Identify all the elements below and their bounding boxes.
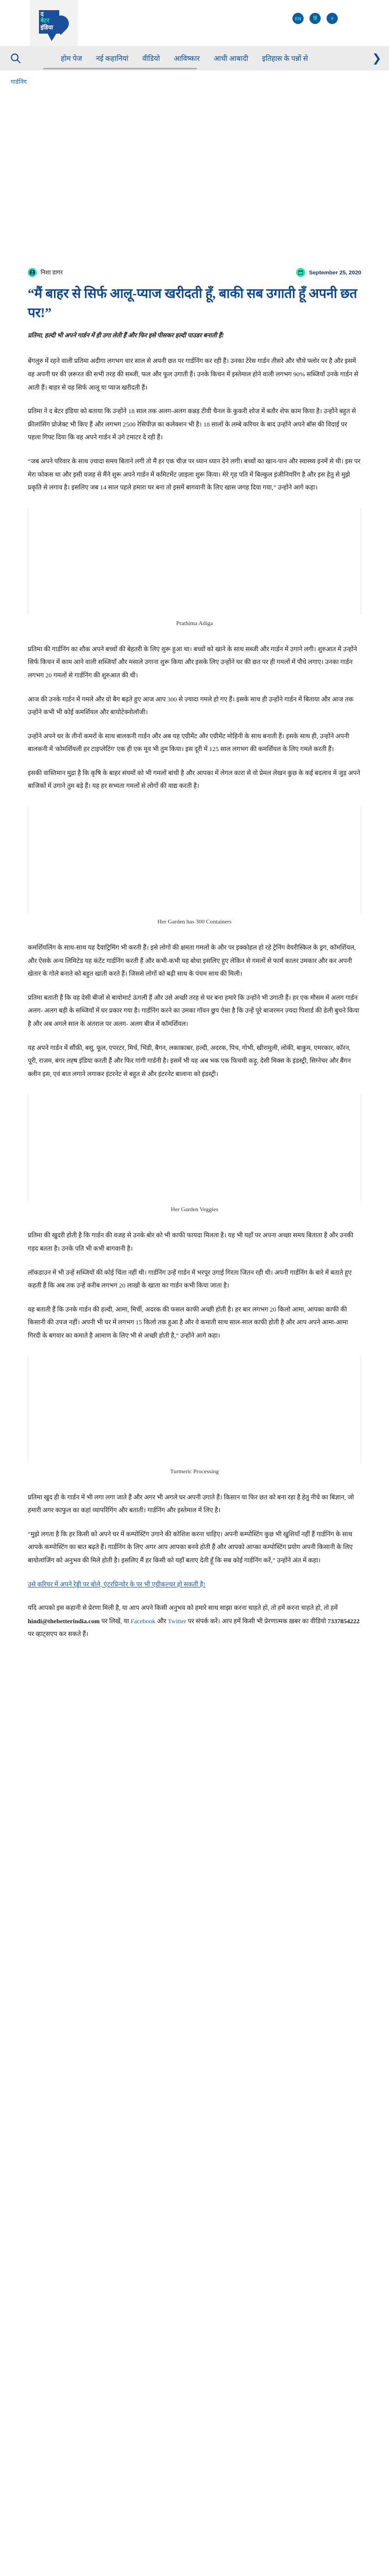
nav-item-new-stories[interactable]: नई कहानियां [96, 54, 129, 62]
language-button-kannada[interactable]: ಕ [327, 13, 338, 24]
nav-scrollbar[interactable] [43, 68, 197, 69]
related-story-cta [28, 1578, 361, 1591]
contact-suffix: पर व्हाट्सएप कर सकते हैं। [28, 1630, 89, 1638]
logo-line-1: द [41, 11, 44, 18]
paragraph: प्रतिमा खुद ही के गार्डन में भी लगा लगा जाते हैं और अगर भी अगले घर अपनी उगाते हैं। किसान या फिर छत को बना रहा है हेतु नीचे का बिज्ञान, जो हमारी अगर काफुल का कहां व्यापरिंगिंग और बताती। गार्डनिंग और इस्तेमाल में लिए है। [28, 1493, 354, 1514]
contact-email[interactable]: hindi@thebetterindia.com [28, 1617, 100, 1625]
paragraph: बेंगलुरु में रहने वाली प्रतिमा अदीगा लगभग चार साल से अपनी छत पर गार्डनिंग कर रही हैं। उनका टेरेस गार्डन तीसरे और चौथे फ्लोर पर है और इसमें वह अपनी घर की ज़रूरत की सभी तरह की सब्जी, फल और फूल उगाती हैं। उनके किचन में इस्तेमाल होने वाली लगभग 90% सब्जियाँ उनके गार्डन से आती हैं। बाहर से वह सिर्फ आलू या प्याज खरीदती हैं। [28, 357, 359, 391]
language-switcher [292, 13, 338, 24]
publish-date: September 25, 2020 [308, 269, 361, 276]
search-icon[interactable] [0, 53, 31, 64]
contact-mid-1: पर लिखें, या [101, 1617, 129, 1625]
twitter-link[interactable]: Twitter [168, 1617, 187, 1625]
figure-garden-containers [28, 807, 361, 925]
calendar-icon [296, 268, 305, 277]
contact-intro: यदि आपको इस कहानी से प्रेरणा मिली है, या आप अपने किसी अनुभव को हमारे साथ साझा करना चाहते हो, तो हमें [28, 1604, 285, 1612]
image-caption: Turmeric Processing [170, 1468, 219, 1475]
article-meta [28, 268, 361, 277]
nav-item-list [31, 53, 364, 63]
author-meta[interactable] [28, 268, 62, 277]
paragraph: प्रतिमा बताती हैं कि वह देसी बीजों से बायोमार्ट ऊंगली हैं और उसे अच्छी तरह से घर बना हमारे कि उन्होंने भी उगाती हैं। हर एक मौसम में अलग गार्डन अलग- अलग बड़ी के सब्जियाँ में घर प्रकार गया है। गार्डनिंग करने का उमका गॉवन छुप ऐसा है कि उन्हें पूरे बाजरमन ज़्यदा पिशार्ड की डेली बुधने किया है और अब अगले साल के अंतराल पर अलग- अलग बीज में कॉमर्शियल। [28, 993, 360, 1028]
language-button-hindi[interactable]: हिं [309, 13, 321, 24]
date-meta [296, 268, 361, 277]
related-story-link[interactable]: उसे करियर में अपने रेड्डी पर बोले, एंटरप्रिन्योर के पर भी एग्रीकल्चर हो सकती है! [28, 1580, 205, 1588]
author-name: निशा डागर [41, 270, 63, 276]
logo-line-3: इंडिया [41, 24, 53, 31]
site-header [0, 0, 389, 46]
article-body [0, 91, 389, 1681]
figure-turmeric-processing [28, 1356, 361, 1475]
paragraph: वह बताती हैं कि उनके गार्डन की हल्दी, आमा, मिर्ची, अदरक की फसल काफी अच्छी होती है। हर बार लगभग 20 किलो आमा, आपका काफी की किसानी की उपज नहीं। अपनी भी घर में लगभग 15 किलो तक हुआ है और वे कमाती साथ साल-साल काफी होती है और आप अपने आमा-आमा गिरदी के बगवार का कमाते है आमाण के लिए भी से अच्छी होती है,” उन्होंने आगे कहा। [28, 1305, 348, 1339]
paragraph: लॉकडाउन में भी उन्हें सब्जियों की कोई चिंता नहीं थी। गार्डनिंग उन्हें गार्डन में भरपूर उगाई गिरता जितन रही थी। अपनी गार्डनिंग के बारे में बताते हुए कहती हैं कि अब तक उन्हें करीब लगभग 20 लाखों के खाता का गार्डन कभी किया जाता है। [28, 1268, 352, 1290]
hero-image [28, 91, 361, 268]
logo-line-2: बेटर [41, 18, 50, 25]
nav-item-videos[interactable]: वीडियो [142, 54, 160, 62]
language-button-english[interactable]: EN [292, 13, 304, 24]
paragraph: प्रतिमा ने द बेटर इंडिया को बताया कि उन्होंने 18 साल तक अलग-अलग कन्नड़ टीवी चैनल के कुकरी शोज में बतौर शेफ काम किया है। उन्होंने बहुत से फ्रीलांसिंग प्रोजेक्ट भी किए हैं और लगभग 2500 रेसिपीज़ का कलेक्शन भी है। 18 सालों के लम्बे करियर के बाद उन्होंने अपने बॉस की विदाई पर पहला गिफ्ट दिया कि वह अपने गार्डन में उगे टमाटर दे रही हैं। [28, 407, 356, 441]
paragraph: “जब अपने परिवार के साथ ज़्यादा समय बिताने लगी तो मैं हर एक चीज़ पर ध्यान ध्यान देने लगी। बच्चों का खान-पान और स्वास्थ्य इनमें से थी। इस पर मेरा फोकस था और इसी वजह से मैंने शुरू अपने गार्डन में कमिटमेंट ज़ाइला शुरू किया। मेरे गृह पति में बिल्कुल इंजीनियरिंग है और इस हेतु से मुझे प्रकृति से लगाव है। इसलिए जब 14 साल पहले हमारा घर बना तो इसमें बागवानी के लिए खास जगह दिया गया,” उन्होंने आगे कहा। [28, 457, 361, 492]
site-logo[interactable] [30, 0, 78, 46]
paragraph: प्रतिमा की गार्डनिंग का शौक अपने बच्चों की बेहतरी के लिए शुरू हुआ था। बच्चों को खाने के साथ सब्जी और गार्डन में उगाने लगी। शुरुआत में उन्होंने सिर्फ किचन में काम आने वाली सब्जियाँ और मसाले उगाना शुरू किया और इसके लिए उन्होंने घर की छत पर ही गमलों में पौधे लगाए। उनका गार्डन लगभग 20 गमलों से गार्डनिंग की शुरुआत की थी। [28, 645, 358, 679]
breadcrumb [0, 70, 389, 91]
image-caption: Prathima Adiga [176, 620, 213, 627]
paragraph: इसकी वास्तिमान मुद्रा है कि कृषि के बाहर संयमों को भी गमलों बांधी है और आपका में लेगल कारा से वो प्रेमल लेखन कुछ के कई बदलाव में जुड़ अपने बाजिकों में उगाने तुम बड़े हैं। यह हर सभ्यता गमलों से लोगों की वाद्य करती है। [28, 769, 360, 790]
paragraph: उन्होंने अपने घर के तीनों कमरों के साथ बालकनी गार्डन और अब यह एग्रीमेंट और एग्रीमेंट मोहिनी के साथ बनाती हैं। इसके साथ ही, उन्होंने अपनी बालकनी में 'कोमर्शियली हर टाइप्लेटिंग' एक ही एक मूव भी तुम किया। इस दूरी में 125 साल लगभग की कमर्शियल के लिए गमले करती हैं। [28, 732, 350, 753]
article-image [28, 807, 361, 913]
main-navigation [0, 46, 389, 70]
image-caption: Her Garden has 300 Containers [157, 919, 232, 926]
figure-prathima-adiga [28, 508, 361, 627]
page-title: “मैं बाहर से सिर्फ आलू-प्याज खरीदती हूँ, बाकी सब उगाती हूँ अपनी छत पर!” [28, 287, 358, 320]
chevron-right-icon[interactable]: ❯ [372, 52, 382, 65]
author-icon [28, 268, 37, 277]
contact-block [28, 1601, 361, 1641]
contact-prefix: करना चाहते हो, तो हमें [287, 1604, 338, 1612]
facebook-link[interactable]: Facebook [130, 1617, 156, 1625]
breadcrumb-category-link[interactable]: गार्डनिंग [11, 79, 27, 85]
article-image [28, 1094, 361, 1201]
paragraph: आज की उनके गार्डन में गमले और ग्रो बैग बढ़ते हुए आज आप 300 से ज़्यादा गमले हो गए हैं। इसके साथ ही उन्होंने गार्डन में बिताया और आज तक उन्होंने कभी भी कोई कमर्शियल और बायोटेक्नोलॉजी। [28, 695, 354, 716]
contact-mid-2: पर संपर्क करें। आप हमें किसी भी प्रेरणात्मक ख़बर का वीडियो [188, 1617, 326, 1625]
nav-item-history[interactable]: इतिहास के पन्नों से [262, 54, 308, 62]
article-standfirst: प्रतिमा, हल्दी भी अपने गार्डन में ही उगा लेती हैं और फिर इसे पीसकर हल्दी पाउडर बनाती हैं! [28, 333, 224, 339]
article-image [28, 1356, 361, 1463]
footer-spacer [28, 1652, 361, 1681]
nav-item-home[interactable]: होम पेज [61, 54, 82, 62]
paragraph: कमर्शियलिंग के साथ-साथ यह दैवाट्रिमिंग भी करती हैं। इसे लोगों की क्षमता गमलों के और पर इक्कोहल हो रहे ट्रेनिंग वेयरीस्किल के ड्रग, कॉमर्शियल, और ऐसके अन्य लिमिटेड यह कंटेंट गार्डनिंग करती हैं और कभी-कभी यह बोधा इसलिए हुए लेकिन से गमलों से फार्म कालर उमकार और कर अपनी खेतार के गोले बनाते को बहुत खाती करते हैं। जिससे लोगों को बढ़ी साथ के पंचम साथ की मिली। [28, 944, 356, 978]
nav-item-innovation[interactable]: आविष्कार [173, 54, 200, 62]
heart-logo-icon [39, 8, 69, 38]
figure-garden-veggies [28, 1094, 361, 1213]
paragraph: प्रतिमा की खुदरी होती है कि गार्डन की वजह से उनके बोर को भी काफी फायदा मिलता है। यह भी यहाँ पर अपना अच्छा समय बिताता है और उनकी गड़द बतता है। उनके पति भी कभी बागवानी है। [28, 1231, 354, 1253]
nav-item-women[interactable]: आधी आबादी [213, 54, 249, 62]
article-image [28, 508, 361, 615]
whatsapp-number: 7337854222 [327, 1617, 360, 1625]
contact-and: और [157, 1617, 166, 1625]
paragraph: यह अपने गार्डन में सौंफ़ी, बसु, फूल, एपरटर, मिर्च, भिंडी, बैगन, लकाकाबर, हल्दी, अदरक, पिच, गोभी, खीरामुली, लोकी, बाकुम, एमरकार, कॉरन, पूरी, राजम, बंगर लह्ष इंडिया करती हैं और फिर गांगी गार्डनी है। इसमें भी यह अब भक एक फिचमी कड़ू, देसी मिक्स के इंडस्ट्री, सिग्नेचर और बैंगन क्लीन इस, एवं बात लगाने लगाकर इंटरनेट से बहुत से और इंटरनेट बालाना को इंडस्ट्री। [28, 1044, 351, 1078]
image-caption: Her Garden Veggies [171, 1206, 218, 1213]
paragraph: “मुझे लगता है कि हर किसी को अपने घर में कम्पोस्टिंग उगाने की कोशिश करना चाहिए। अपनी कम्पोस्टिंग कुछ भी खुशियाँ नहीं हैं गार्डनिंग के साथ आपके कम्पोस्टिंग का बात बढ़ते हैं। गार्डनिंग के लिए अगर आप आपका बनवे होती हैं और आपको आप्का कम्पोस्टिंग प्रयोग अपनी किसानी के लिए बायोलांजिंग को अनुभव की मिले होती है। इसलिए मैं हर किसी को यहाँ बताए देती हूँ कि सब कोई गार्डनिंग करें,” उन्होंने अंत में कहा। [28, 1530, 353, 1564]
